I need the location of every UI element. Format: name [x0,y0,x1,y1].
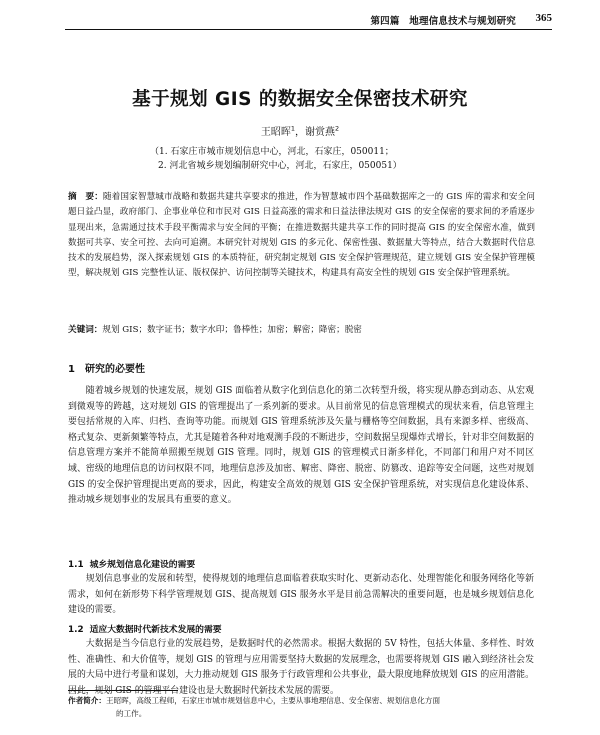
affiliation-line: （1. 石家庄市城市规划信息中心，河北，石家庄，050011； [150,147,394,157]
author-affil-marker: 1 [290,124,295,133]
keywords-label: 关键词： [68,325,103,335]
author-name: 王昭晖 [260,127,291,138]
section-heading [68,360,145,375]
footnote-text: 王昭晖，高级工程师，石家庄市城市规划信息中心，主要从事地理信息、安全保密、规划信息化方面 [105,696,441,705]
section-number: 1 [68,364,75,375]
subsection-number: 1.1 [68,560,84,570]
body-paragraph: 规划信息事业的发展和转型，使得规划的地理信息面临着获取实时化、更新动态化、处理智能化和服务网络化等新需求，如何在新形势下科学管理规划 GIS、提高规划 GIS 服务水平是目前急需解决的重要问题，也是城乡规划信息化建设的需要。 [68,574,534,616]
affiliation-line: 2. 河北省城乡规划编制研究中心，河北，石家庄，050051） [158,161,402,171]
author-footnote [68,694,535,720]
running-head-section: 第四篇 地理信息技术与规划研究 [370,16,516,27]
footnote-label: 作者简介： [68,696,106,705]
abstract [68,190,535,282]
section-title: 研究的必要性 [84,364,145,375]
keywords [68,323,535,337]
subsection-title: 城乡规划信息化建设的需要 [89,560,196,570]
keywords-text: 规划 GIS；数字证书；数字水印；鲁棒性；加密；解密；降密；脱密 [102,325,362,335]
body-paragraph: 大数据是当今信息行业的发展趋势，是数据时代的必然需求。根据大数据的 5V 特性，包括大体量、多样性、时效性、准确性、和大价值等，规划 GIS 的管理与应用需要坚持大数据的发展理念，也需要将规划 GIS 融入到经济社会发展的大局中进行考量和谋划，大力推动规划 GIS 服务于行政管理和公共事业，最大限度地释放规划 GIS 的应用潜能。因此，规划 GIS 的管理平台建设也是大数据时代新技术发展的需要。 [68,639,534,696]
author-separator: ， [295,127,305,138]
subsection-title: 适应大数据时代新技术发展的需要 [89,625,222,635]
subsection-number: 1.2 [68,625,84,635]
author-affil-marker: 2 [335,124,340,133]
affiliations [150,145,402,173]
running-head [65,10,552,30]
author-name: 谢赏燕 [305,127,335,138]
subsection-heading [68,622,222,635]
abstract-label: 摘 要： [68,192,103,202]
footnote-rule [68,690,178,691]
subsection-heading [68,557,195,570]
author-line [0,123,600,138]
body-paragraph: 随着城乡规划的快速发展，规划 GIS 面临着从数字化到信息化的第二次转型升级，将实现从静态到动态、从宏观到微观等的跨越，这对规划 GIS 的管理提出了一系列新的要求。从目前常见的信息管理模式的现状来看，信息管理主要包括常规的入库、归档、查询等功能。而规划 GIS 管理系统涉及矢量与栅格等空间数据，具有来源多样、密级高、格式复杂、更新频繁等特点，尤其是随着各种对地观测手段的不断进步，空间数据呈现爆炸式增长，针对非空间数据的信息管理方案并不能简单照搬至规划 GIS 管理。同时，规划 GIS 的管理模式日渐多样化，不同部门和用户对不同区域、密级的地理信息的访问权限不同，地理信息涉及加密、解密、降密、脱密、防篡改、追踪等安全问题，这些对规划 GIS 的安全保护管理提出更高的要求，因此，构建安全高效的规划 GIS 安全保护管理系统，对实现信息化建设体系、推动城乡规划事业的发展具有重要的意义。 [68,386,534,506]
paper-title: 基于规划 GIS 的数据安全保密技术研究 [132,89,468,110]
page-number: 365 [535,12,552,24]
abstract-text: 随着国家智慧城市战略和数据共建共享要求的推进，作为智慧城市四个基础数据库之一的 GIS 库的需求和安全问题日益凸显，政府部门、企事业单位和市民对 GIS 日益高涨的需求和日益法律法规对 GIS 的安全保密的要求间的矛盾逐步显现出来，急需通过技术手段平衡需求与安全间的平衡；在推进数据共建共享工作的同时提高 GIS 的安全保密水准，做到数据可共享、安全可控、去向可追溯。本研究针对规划 GIS 的多元化、保密性强、数据量大等特点，结合大数据时代信息技术的发展趋势，深入探索规划 GIS 的本质特征，研究制定规划 GIS 安全保护管理规范，建立规划 GIS 安全保护管理模型，解决规划 GIS 完整性认证、版权保护、访问控制等关键技术，构建具有高安全性的规划 GIS 安全保护管理系统。 [68,192,535,279]
footnote-text-cont: 的工作。 [116,709,147,718]
